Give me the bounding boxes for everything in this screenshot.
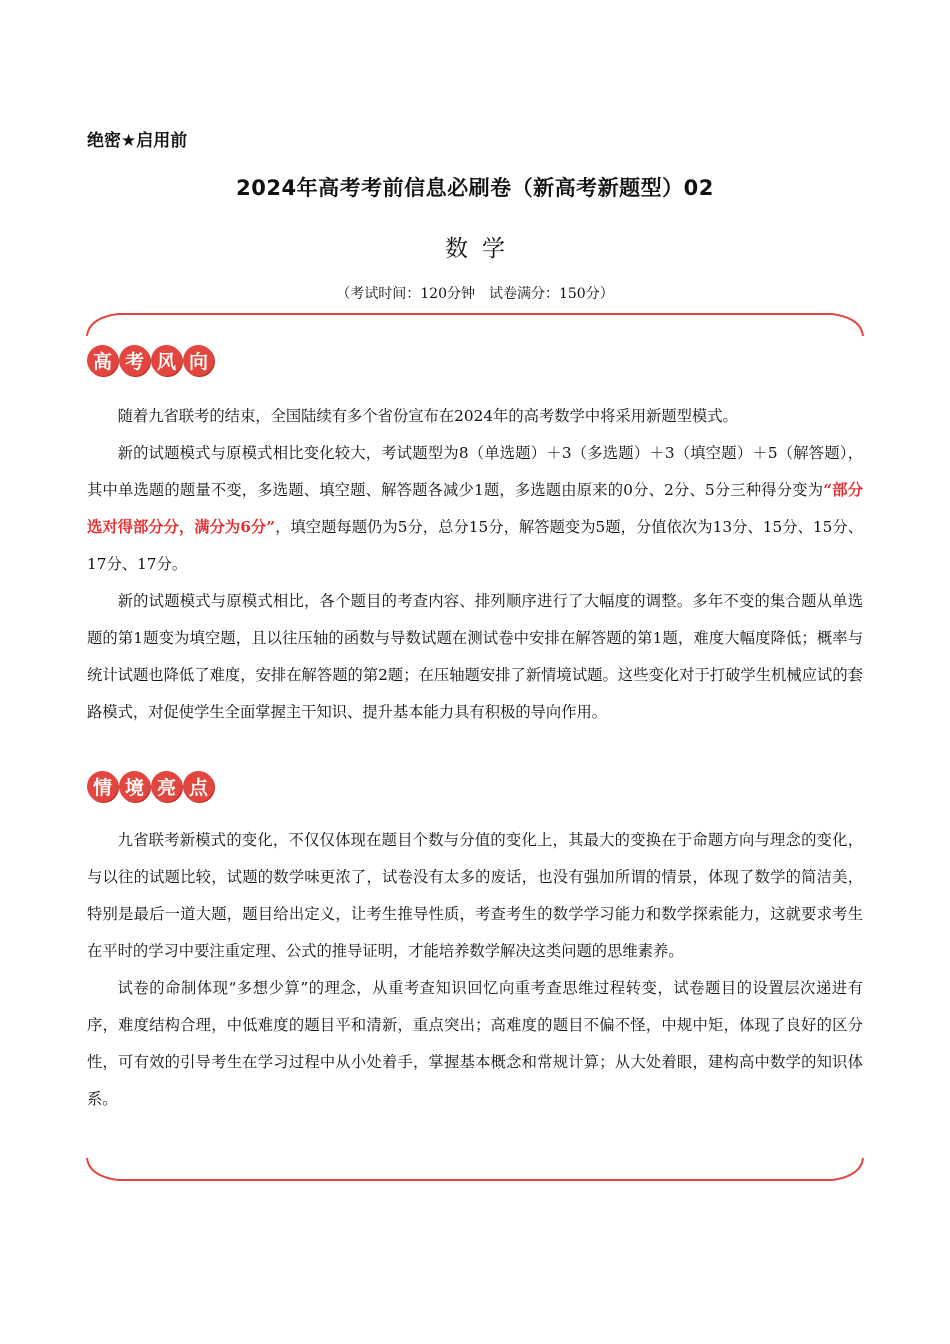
badge-char: 高: [87, 345, 118, 376]
highlighted-scoring-rule: “部分选对得部分分，满分为6分”: [87, 481, 863, 536]
exam-info: （考试时间：120分钟 试卷满分：150分）: [336, 286, 614, 302]
paragraph-text: ，填空题每题仍为5分，总分15分，解答题变为5题，分值依次为13分、15分、15分、17分、17分。: [87, 518, 863, 573]
badge-char: 情: [87, 771, 118, 802]
badge-char: 向: [183, 345, 214, 376]
badge-char: 点: [183, 771, 214, 802]
badge-char: 境: [119, 771, 150, 802]
paragraph: [87, 435, 863, 583]
confidential-label: 绝密★启用前: [87, 131, 188, 151]
badge-char: 风: [151, 345, 182, 376]
paragraph: 试卷的命制体现“多想少算”的理念，从重考查知识回忆向重考查思维过程转变，试卷题目的设置层次递进有序，难度结构合理，中低难度的题目平和清新，重点突出；高难度的题目不偏不怪，中规中矩，体现了良好的区分性，可有效的引导考生在学习过程中从小处着手，掌握基本概念和常规计算；从大处着眼，建构高中数学的知识体系。: [87, 979, 863, 1108]
subject-title: 数学: [445, 236, 519, 262]
frame-top-curve: [87, 314, 863, 336]
badge-char: 亮: [151, 771, 182, 802]
section-gaokao-fengxiang: [87, 398, 863, 731]
paragraph: 九省联考新模式的变化，不仅仅体现在题目个数与分值的变化上，其最大的变换在于命题方向与理念的变化，与以往的试题比较，试题的数学味更浓了，试卷没有太多的废话，也没有强加所谓的情景，体现了数学的简洁美，特别是最后一道大题，题目给出定义，让考生推导性质，考查考生的数学学习能力和数学探索能力，这就要求考生在平时的学习中要注重定理、公式的推导证明，才能培养数学解决这类问题的思维素养。: [87, 831, 863, 960]
paragraph: 随着九省联考的结束，全国陆续有多个省份宣布在2024年的高考数学中将采用新题型模式。: [117, 407, 738, 425]
section-qingjing-liangdian: [87, 822, 863, 1118]
section-badge-qingjing-liangdian: [87, 771, 214, 805]
badge-char: 考: [119, 345, 150, 376]
paragraph-text: 新的试题模式与原模式相比变化较大，考试题型为8（单选题）＋3（多选题）＋3（填空题）＋5（解答题），其中单选题的题量不变，多选题、填空题、解答题各减少1题，多选题由原来的0分、2分、5分三种得分变为: [87, 444, 863, 499]
page-title: 2024年高考考前信息必刷卷（新高考新题型）02: [236, 176, 714, 200]
frame-bottom-curve: [87, 1158, 863, 1180]
section-badge-gaokao-fengxiang: [87, 345, 214, 379]
paragraph: 新的试题模式与原模式相比，各个题目的考查内容、排列顺序进行了大幅度的调整。多年不变的集合题从单选题的第1题变为填空题，且以往压轴的函数与导数试题在测试卷中安排在解答题的第1题，难度大幅度降低；概率与统计试题也降低了难度，安排在解答题的第2题；在压轴题安排了新情境试题。这些变化对于打破学生机械应试的套路模式，对促使学生全面掌握主干知识、提升基本能力具有积极的导向作用。: [87, 592, 863, 721]
